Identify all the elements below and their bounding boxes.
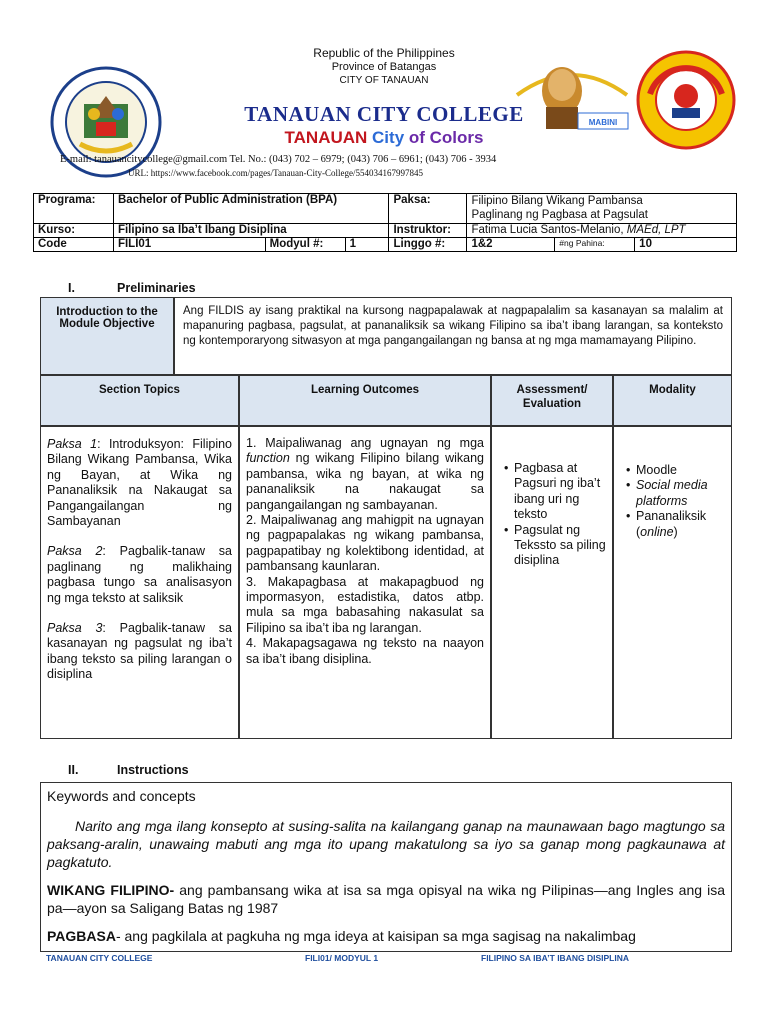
city-line: CITY OF TANAUAN: [339, 75, 429, 86]
keywords-intro: Narito ang mga ilang konsepto at susing-salita na kailangang ganap na maunawaan bago magtungo sa paksang-aralin, unawaing mabuti ang mga ito upang makatulong sa iyo sa ganap mong pagkaunawa at pagkatuto.: [47, 818, 725, 870]
section-topics-cell: [40, 426, 239, 739]
keywords-box: [40, 782, 732, 952]
intro-objective-text: Ang FILDIS ay isang praktikal na kursong nagpapalawak at nagpapalalim sa kasanayan sa malalim at mapanuring pagbasa, pagsulat, at pananaliksik sa wikang Filipino sa iba’t ibang larangan, sa konteksto ng kontemporaryong sitwasyon at mga pangangailangan ng bansa at ng mga mamamayang Pilipino.: [174, 297, 732, 375]
republic-line: Republic of the Philippines: [313, 46, 455, 60]
term-wikang-filipino: WIKANG FILIPINO-: [47, 882, 175, 898]
linggo-value: 1&2: [467, 238, 555, 252]
tagline-part-3: of Colors: [408, 128, 484, 147]
modality-3-term: online: [640, 524, 674, 539]
def-pagbasa: - ang pagkilala at pagkuha ng mga ideya at kaisipan sa mga sagisag na nakalimbag: [115, 928, 636, 944]
col-header-assessment: Assessment/ Evaluation: [491, 375, 613, 426]
modality-3-text-b: ): [673, 524, 678, 539]
linggo-label: Linggo #:: [389, 238, 467, 252]
outcome-4: 4. Makapagsagawa ng teksto na naayon sa iba’t ibang disiplina.: [246, 636, 484, 666]
section-title-instructions: Instructions: [117, 763, 189, 777]
paksa-value: [467, 194, 737, 224]
assessment-item: • Pagbasa at Pagsuri ng iba’t ibang uri ng teksto: [514, 461, 608, 523]
kurso-label: Kurso:: [34, 224, 114, 238]
topic-label: Paksa 1: [47, 437, 98, 451]
intro-objective-label: Introduction to the Module Objective: [40, 297, 174, 375]
modality-item-text: Social media platforms: [636, 478, 708, 508]
outcome-1-text-a: 1. Maipaliwanag ang ugnayan ng mga: [246, 436, 484, 450]
col-header-outcomes: Learning Outcomes: [239, 375, 491, 426]
assessment-list: [502, 461, 608, 569]
url-line: URL: https://www.facebook.com/pages/Tanauan-City-College/554034167997845: [128, 168, 423, 178]
modality-item: [636, 478, 727, 509]
topic-item: [47, 544, 232, 606]
section-title-preliminaries: Preliminaries: [117, 281, 196, 295]
modyul-label: Modyul #:: [265, 238, 345, 252]
footer-center: FILI01/ MODYUL 1: [305, 953, 379, 963]
definition-wikang-filipino: [47, 881, 725, 917]
topic-item: [47, 621, 232, 683]
pahina-value: 10: [635, 238, 737, 252]
instruktor-suffix: MAEd, LPT: [626, 224, 686, 236]
topic-text: : Introduksyon: Filipino Bilang Wikang Pambansa, Wika ng Bayan, at Wika ng Pananaliksik na Nakaugat sa Pangangailangan ng Sambayanan: [47, 437, 232, 529]
topic-label: Paksa 3: [47, 621, 103, 636]
modyul-value: 1: [345, 238, 389, 252]
assessment-cell: [491, 426, 613, 739]
topic-text: : Pagbalik-tanaw sa kasanayan ng pagsulat ng iba’t ibang teksto sa piling larangan o disiplina: [47, 621, 232, 682]
col-header-modality: Modality: [613, 375, 732, 426]
learning-outcomes-cell: [239, 426, 491, 739]
tanauan-city-college-logo: [636, 50, 736, 150]
definition-pagbasa: [47, 927, 725, 945]
college-name: TANAUAN CITY COLLEGE: [244, 102, 524, 126]
outcome-2: 2. Maipaliwanag ang mahigpit na ugnayan ng pagpapalakas ng wikang pambansa, pagpapatibay ng kolektibong identidad, at pambansang kaunlaran.: [246, 513, 484, 574]
mabini-portrait-logo: [512, 55, 632, 140]
section-number-2: II.: [68, 763, 79, 777]
course-info-table: [33, 193, 737, 252]
paksa-value-2: Paglinang ng Pagbasa at Pagsulat: [471, 209, 648, 221]
svg-text:MABINI: MABINI: [588, 118, 618, 127]
code-label: Code: [34, 238, 114, 252]
def-wikang-filipino: ang pambansang wika at isa sa mga opisyal na wika ng Pilipinas—ang Ingles ang isa pa—ayon sa Saligang Batas ng 1987: [47, 882, 725, 916]
footer-right: FILIPINO SA IBA’T IBANG DISIPLINA: [481, 953, 629, 963]
kurso-value: Filipino sa Iba’t Ibang Disiplina: [113, 224, 389, 238]
modality-item: • Moodle: [636, 463, 727, 478]
programa-value: Bachelor of Public Administration (BPA): [113, 194, 389, 224]
outcome-1-text-b: ng wikang Filipino bilang wikang pambansa, wika ng bayan, at wika ng pananaliksik na nakaugat sa pangangailangan ng sambayanan.: [246, 451, 484, 512]
assessment-item: • Pagsulat ng Tekssto sa piling disiplina: [514, 523, 608, 569]
modality-cell: [613, 426, 732, 739]
modality-list: [624, 463, 727, 540]
instruktor-label: Instruktor:: [389, 224, 467, 238]
topic-text: : Pagbalik-tanaw sa paglinang ng malikhaing pagbasa tungo sa analisasyon ng mga teksto at saliksik: [47, 544, 232, 605]
tagline-part-1: TANAUAN: [284, 128, 373, 147]
instruktor-value: [467, 224, 737, 238]
pahina-label: #ng Pahina:: [555, 238, 635, 252]
paksa-label: Paksa:: [389, 194, 467, 224]
outcome-1-term: function: [246, 451, 290, 466]
tagline-part-2: City: [372, 128, 409, 147]
topic-label: Paksa 2: [47, 544, 103, 559]
col-header-topics: Section Topics: [40, 375, 239, 426]
outcome-3: 3. Makapagbasa at makapagbuod ng impormasyon, estadistika, datos atbp. mula sa mga babasahing nakasulat sa Filipino sa iba’t iba ng larangan.: [246, 574, 484, 635]
topic-item: [47, 437, 232, 529]
instruktor-name: Fatima Lucia Santos-Melanio,: [471, 224, 627, 236]
modality-item: [636, 509, 727, 540]
province-line: Province of Batangas: [331, 61, 437, 73]
term-pagbasa: PAGBASA: [47, 928, 116, 944]
footer-left: TANAUAN CITY COLLEGE: [46, 953, 153, 963]
contact-line: E-mail: tanauancitycollege@gmail.com Tel. No.: (043) 702 – 6979; (043) 706 – 6961; (043) 706 - 3934: [60, 154, 497, 165]
outcome-1: [246, 436, 484, 513]
code-value: FILI01: [113, 238, 265, 252]
paksa-value-1: Filipino Bilang Wikang Pambansa: [471, 195, 643, 207]
keywords-title: Keywords and concepts: [47, 788, 196, 804]
section-number-1: I.: [68, 281, 75, 295]
programa-label: Programa:: [34, 194, 114, 224]
modality-3-text-a: Pananaliksik (: [636, 509, 707, 539]
